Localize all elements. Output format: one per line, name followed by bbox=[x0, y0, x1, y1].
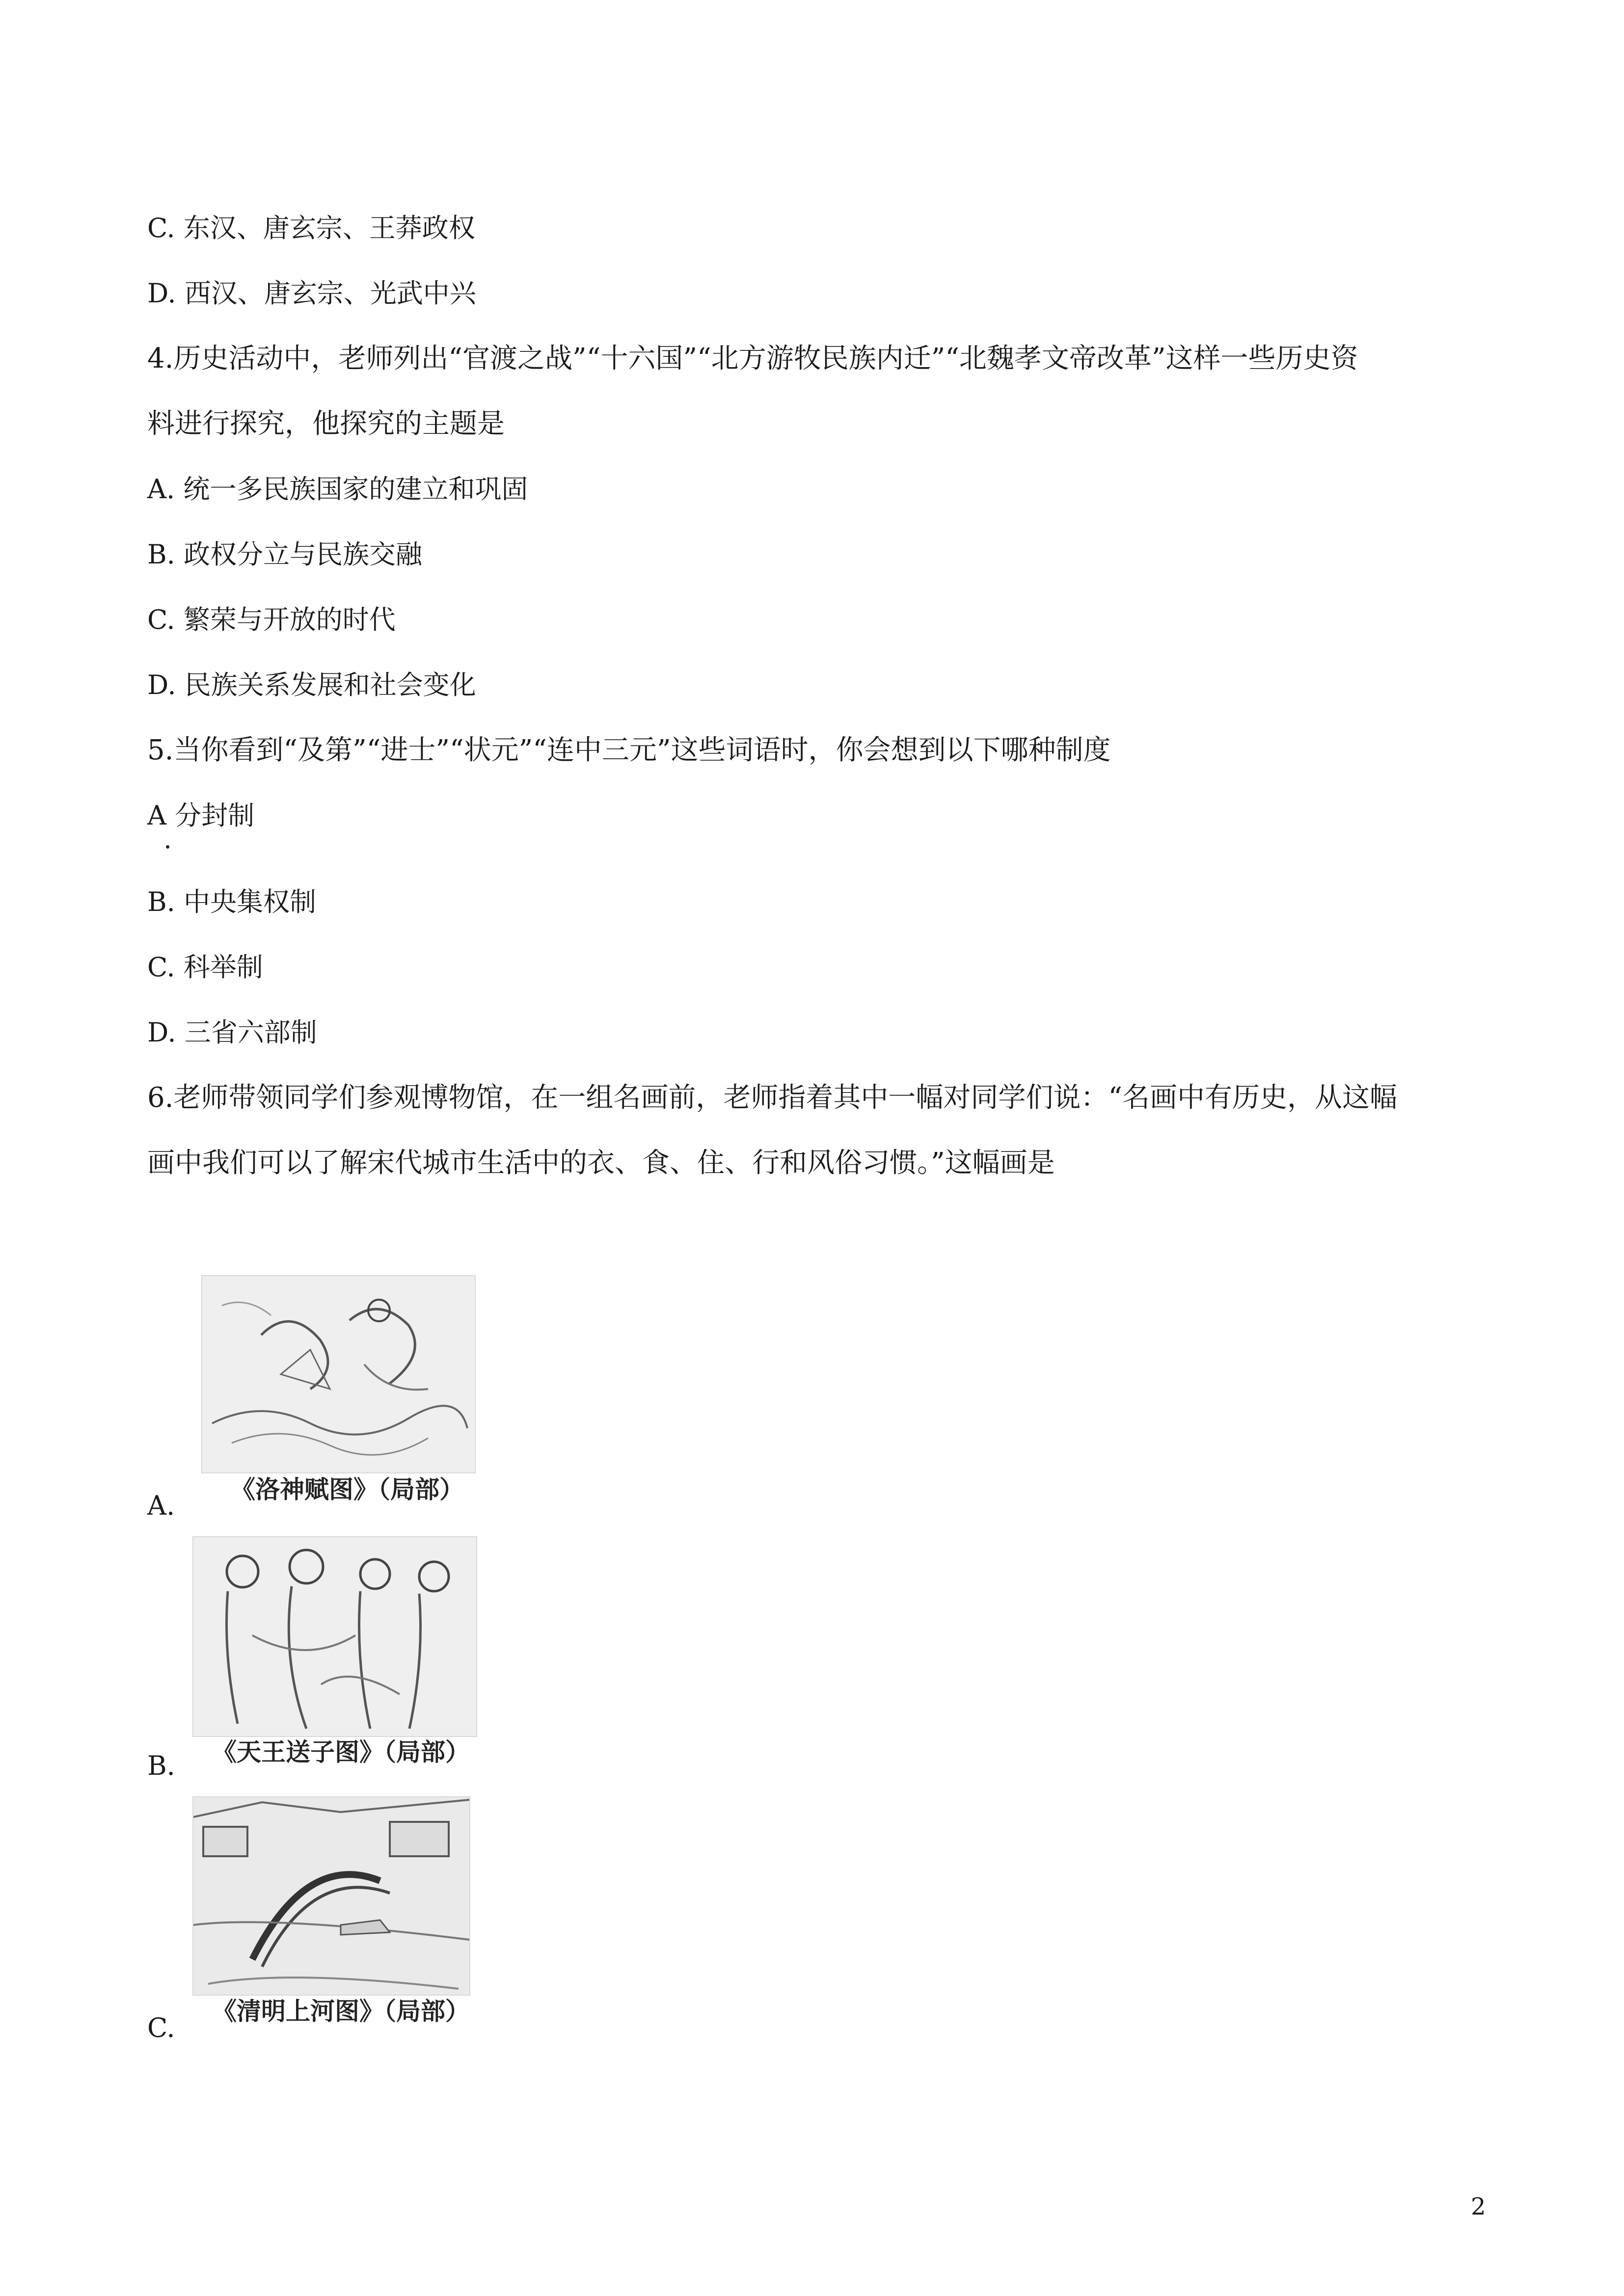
q4-option-d: D. 民族关系发展和社会变化 bbox=[147, 669, 476, 700]
qingming-sketch-icon bbox=[193, 1797, 469, 1995]
q5-option-d: D. 三省六部制 bbox=[147, 1017, 317, 1048]
q5-option-b: B. 中央集权制 bbox=[147, 886, 317, 917]
q5-option-a: A 分封制 bbox=[147, 800, 255, 831]
stray-dot bbox=[166, 845, 169, 849]
q5-option-c: C. 科举制 bbox=[147, 952, 263, 983]
q3-option-d: D. 西汉、唐玄宗、光武中兴 bbox=[147, 278, 476, 309]
page-number: 2 bbox=[1471, 2193, 1486, 2220]
luoshen-caption: 《洛神赋图》（局部） bbox=[231, 1475, 464, 1504]
luoshen-sketch-icon bbox=[202, 1276, 475, 1472]
q4-option-a: A. 统一多民族国家的建立和巩固 bbox=[147, 474, 528, 505]
tianwang-sketch-icon bbox=[193, 1537, 476, 1736]
q4-option-b: B. 政权分立与民族交融 bbox=[147, 539, 423, 570]
q4-stem-line2: 料进行探究，他探究的主题是 bbox=[147, 408, 505, 440]
q4-stem-line1: 4.历史活动中，老师列出“官渡之战”“十六国”“北方游牧民族内迁”“北魏孝文帝改革”这样一些历史资 bbox=[147, 343, 1358, 374]
q6-option-c-label: C. bbox=[147, 2012, 175, 2043]
qingming-painting-image bbox=[192, 1796, 470, 1996]
q6-stem-line1: 6.老师带领同学们参观博物馆，在一组名画前，老师指着其中一幅对同学们说：“名画中有历史，从这幅 bbox=[147, 1082, 1398, 1114]
qingming-caption: 《清明上河图》（局部） bbox=[212, 1997, 470, 2026]
q6-stem-line2: 画中我们可以了解宋代城市生活中的衣、食、住、行和风俗习惯。”这幅画是 bbox=[147, 1147, 1055, 1179]
q6-option-b-label: B. bbox=[147, 1750, 175, 1781]
q6-option-a-label: A. bbox=[147, 1490, 175, 1521]
q5-stem: 5.当你看到“及第”“进士”“状元”“连中三元”这些词语时，你会想到以下哪种制度 bbox=[147, 734, 1111, 766]
tianwang-caption: 《天王送子图》（局部） bbox=[212, 1737, 470, 1766]
q3-option-c: C. 东汉、唐玄宗、王莽政权 bbox=[147, 213, 475, 243]
tianwang-painting-image bbox=[192, 1536, 477, 1737]
luoshen-painting-image bbox=[201, 1275, 476, 1473]
q4-option-c: C. 繁荣与开放的时代 bbox=[147, 604, 396, 635]
